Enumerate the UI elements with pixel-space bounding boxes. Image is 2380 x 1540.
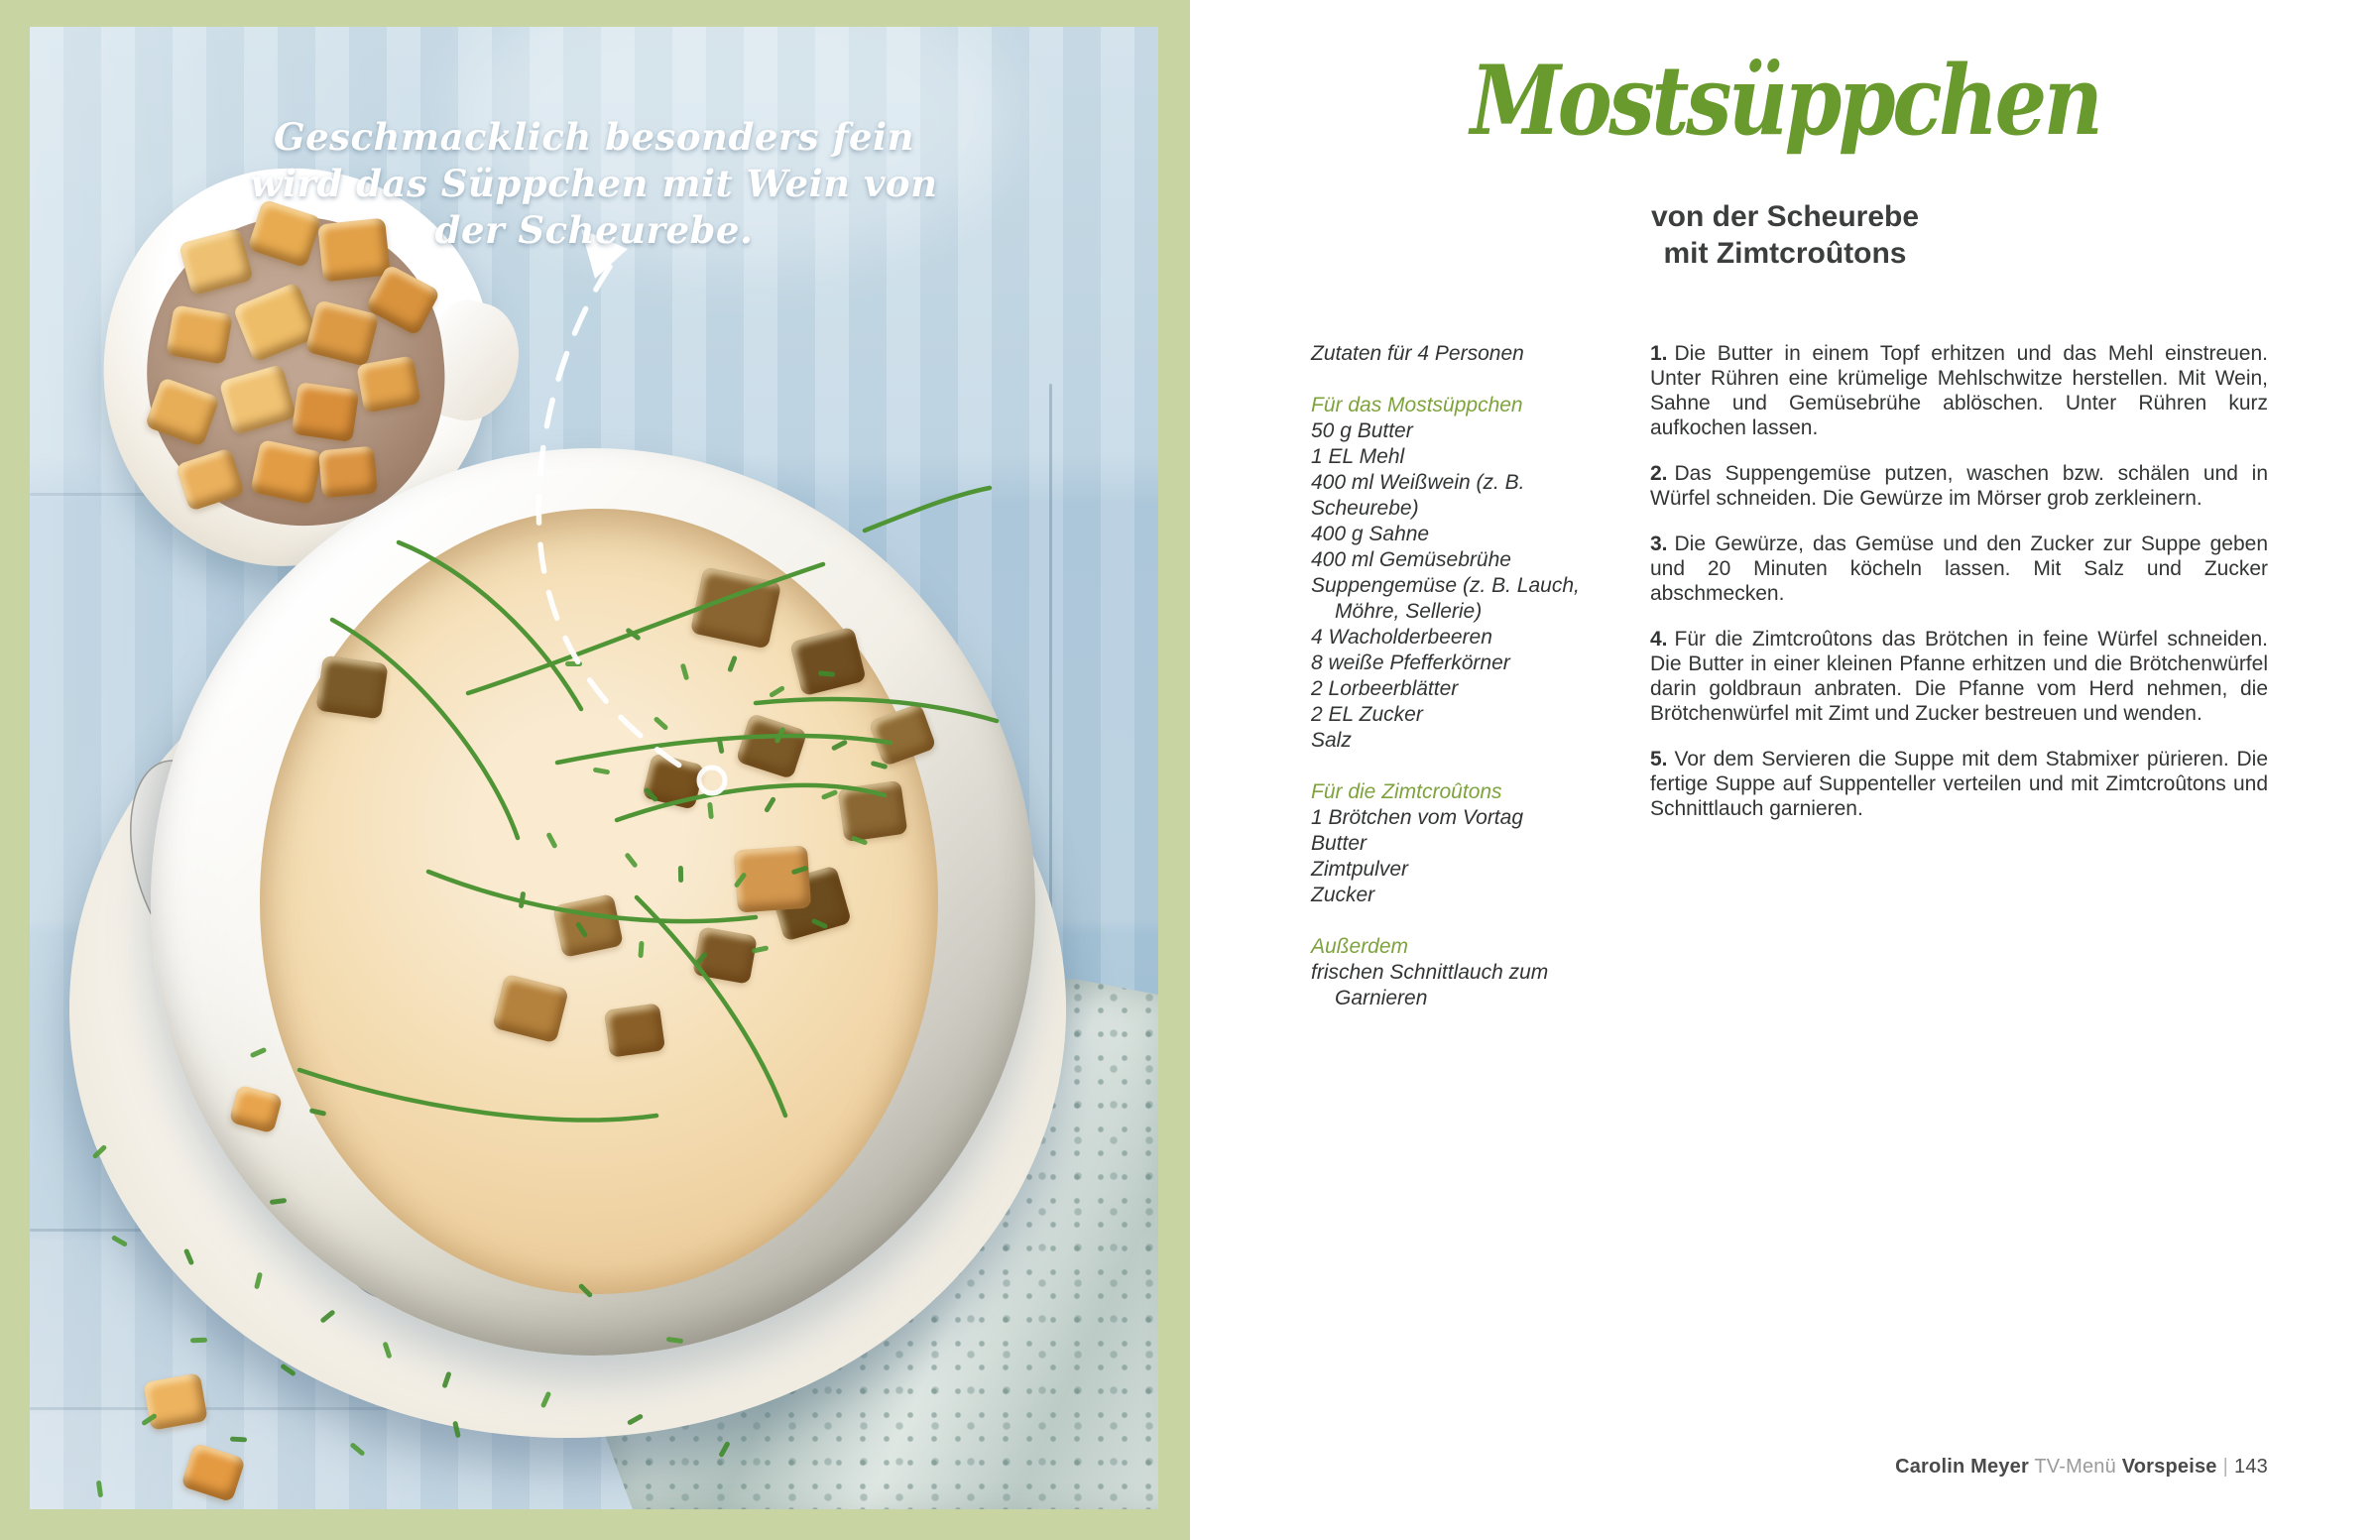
ingredient-item: 4 Wacholderbeeren: [1311, 626, 1492, 649]
ingredient-item: 1 Brötchen vom Vortag: [1311, 806, 1523, 829]
step-number: 5.: [1650, 748, 1668, 770]
ingredient-item: 400 g Sahne: [1311, 523, 1430, 545]
step-number: 1.: [1650, 342, 1668, 365]
ingredient-item: Zucker: [1311, 884, 1375, 906]
ingredient-heading: Außerdem: [1311, 935, 1409, 958]
ingredient-item: 2 Lorbeerblätter: [1311, 677, 1459, 700]
ingredients-column: [1311, 341, 1608, 1011]
note-line: der Scheurebe.: [434, 208, 754, 252]
note-line: Geschmacklich besonders fein: [274, 115, 914, 159]
footer-section: Vorspeise: [2121, 1456, 2217, 1478]
step-text: Die Butter in einem Topf erhitzen und das Mehl einstreuen. Unter Rühren eine krümelige Mehlschwitze herstellen. Mit Wein, Sahne und Gemüsebrühe ablöschen. Unter Rühren kurz aufkochen lassen.: [1650, 342, 2268, 439]
chive-strands: [299, 488, 997, 1120]
footer-book: TV-Menü: [2034, 1456, 2116, 1478]
ingredient-item: 400 ml Weißwein (z. B. Scheurebe): [1311, 471, 1525, 520]
recipe-subtitle: [1190, 198, 2380, 272]
ingredient-heading: Für das Mostsüppchen: [1311, 394, 1523, 416]
note-line: wird das Süppchen mit Wein von: [250, 162, 938, 205]
footer-separator: |: [2222, 1456, 2229, 1478]
soup-photo: [30, 27, 1158, 1509]
photo-note: [30, 114, 1158, 254]
footer-page-number: 143: [2234, 1456, 2268, 1478]
ingredient-item: Salz: [1311, 729, 1352, 752]
annotation-dashed-line: [538, 229, 725, 793]
subtitle-line: mit Zimtcroûtons: [1663, 237, 1907, 270]
annotation-ring: [699, 768, 725, 793]
ingredient-item: 50 g Butter: [1311, 419, 1413, 442]
ingredient-item: Möhre, Sellerie): [1335, 600, 1483, 623]
ingredient-item: 2 EL Zucker: [1311, 703, 1423, 726]
ingredient-item: 1 EL Mehl: [1311, 445, 1405, 468]
footer-author: Carolin Meyer: [1895, 1456, 2029, 1478]
recipe-step: [1650, 461, 2268, 511]
servings-label: Zutaten für 4 Personen: [1311, 342, 1524, 365]
recipe-step: [1650, 747, 2268, 821]
recipe-title: Mostsüppchen: [1470, 45, 2100, 157]
step-number: 2.: [1650, 462, 1668, 485]
ingredient-item: Suppengemüse (z. B. Lauch,: [1311, 574, 1580, 597]
ingredient-section-croutons: [1311, 779, 1608, 908]
ingredient-item: Garnieren: [1335, 987, 1428, 1009]
ingredient-section-soup: [1311, 393, 1608, 754]
step-text: Das Suppengemüse putzen, waschen bzw. schälen und in Würfel schneiden. Die Gewürze im Mörser grob zerkleinern.: [1650, 462, 2268, 510]
subtitle-line: von der Scheurebe: [1650, 200, 1920, 233]
ingredient-heading: Für die Zimtcroûtons: [1311, 780, 1502, 803]
step-number: 3.: [1650, 533, 1668, 555]
ingredient-section-extra: [1311, 934, 1608, 1011]
recipe-step: [1650, 532, 2268, 606]
ingredient-item: 8 weiße Pfefferkörner: [1311, 652, 1510, 674]
recipe-step: [1650, 341, 2268, 440]
recipe-step: [1650, 627, 2268, 726]
ingredient-item: 400 ml Gemüsebrühe: [1311, 548, 1511, 571]
page-footer: [1895, 1456, 2268, 1479]
ingredient-item: frischen Schnittlauch zum: [1311, 961, 1549, 984]
recipe-page: [1190, 0, 2380, 1540]
step-number: 4.: [1650, 628, 1668, 651]
step-text: Vor dem Servieren die Suppe mit dem Stabmixer pürieren. Die fertige Suppe auf Suppenteller verteilen und mit Zimtcroûtons und Schnittlauch garnieren.: [1650, 748, 2268, 820]
step-text: Die Gewürze, das Gemüse und den Zucker zur Suppe geben und 20 Minuten köcheln lassen. Mit Salz und Zucker abschmecken.: [1650, 533, 2268, 605]
ingredient-item: Butter: [1311, 832, 1368, 855]
steps-column: [1650, 341, 2268, 1011]
ingredient-item: Zimtpulver: [1311, 858, 1409, 881]
step-text: Für die Zimtcroûtons das Brötchen in feine Würfel schneiden. Die Butter in einer kleinen Pfanne erhitzen und die Brötchenwürfel darin goldbraun anbraten. Die Pfanne vom Herd nehmen, die Brötchenwürfel mit Zimt und Zucker bestreuen und wenden.: [1650, 628, 2268, 725]
